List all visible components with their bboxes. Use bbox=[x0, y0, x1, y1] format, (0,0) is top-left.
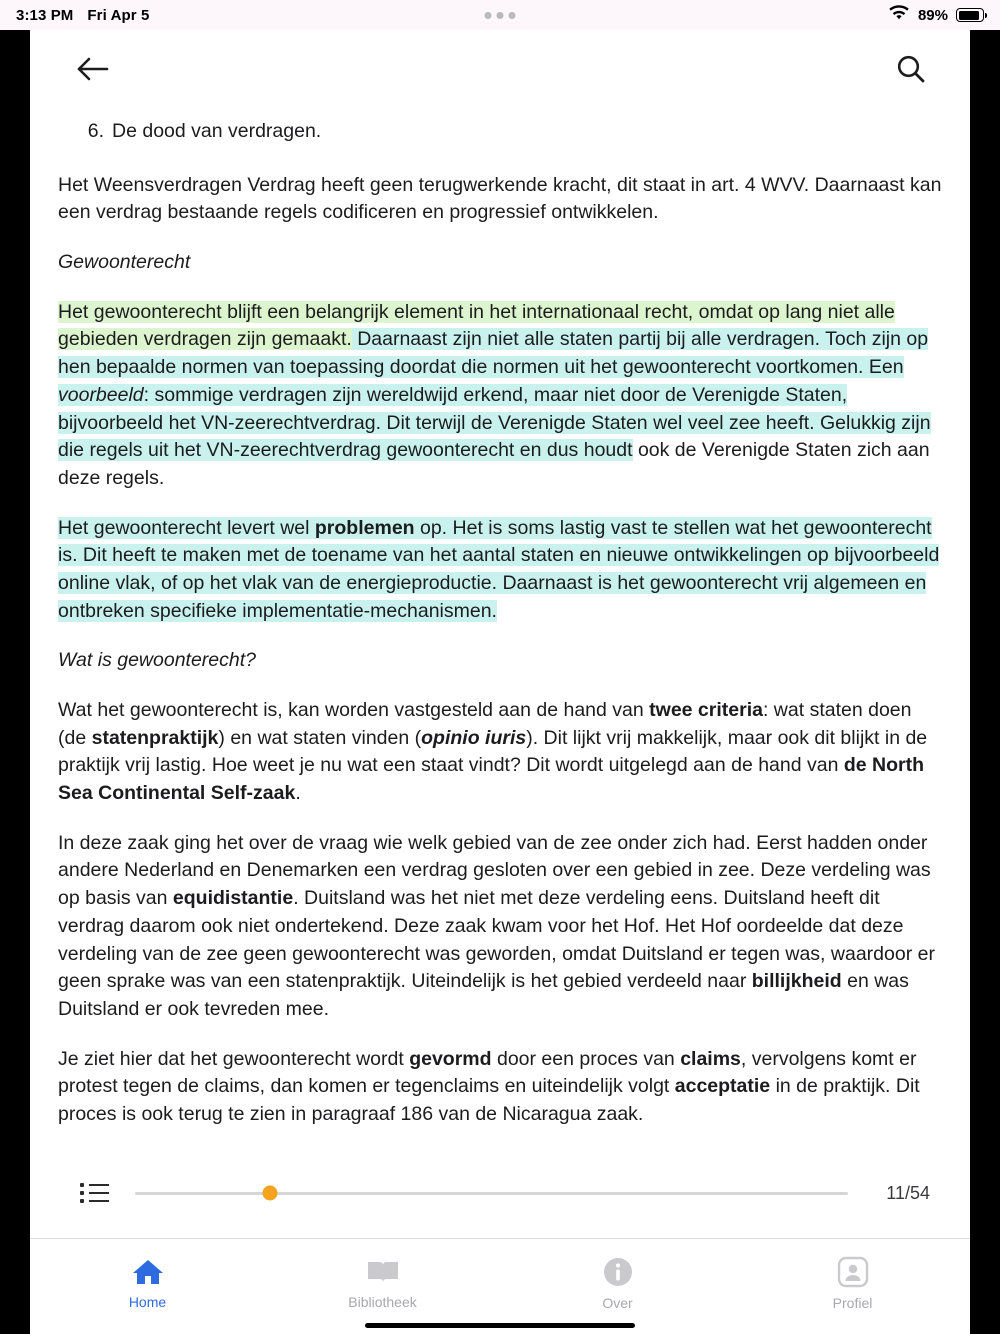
bold-acceptatie: acceptatie bbox=[674, 1075, 771, 1098]
tab-bibliotheek[interactable] bbox=[323, 1257, 443, 1310]
home-icon bbox=[131, 1257, 165, 1287]
search-icon[interactable] bbox=[888, 46, 934, 92]
reading-progress-slider[interactable] bbox=[135, 1192, 848, 1195]
zaak-text-b: . Duitsland was het niet met deze verdeling eens. Duitsland heeft dit verdrag daarom ook niet ondertekend. Deze zaak kwam voor het Hof. Het Hof oordeelde dat deze verdeling van de zee geen gewoonterecht was geworden, omdat Duitsland er tegen was, waardoor er geen sprake was van een statenpraktijk. Uiteindelijk is het gebied verdeeld naar bbox=[58, 887, 935, 993]
bold-problemen: problemen bbox=[314, 516, 415, 539]
proces-text-b: door een proces van bbox=[491, 1047, 681, 1070]
status-bar bbox=[0, 0, 1000, 30]
table-of-contents-icon[interactable] bbox=[80, 1183, 109, 1203]
list-item-label: De dood van verdragen. bbox=[112, 120, 322, 142]
page-indicator: 11/54 bbox=[886, 1182, 930, 1203]
bold-north-sea-zaak: de North Sea Continental Self-zaak bbox=[58, 754, 925, 805]
criteria-text-e: . bbox=[295, 782, 301, 805]
bottom-tab-bar bbox=[30, 1238, 970, 1334]
status-dots-icon bbox=[485, 12, 516, 19]
paragraph-proces bbox=[58, 1046, 942, 1129]
numbered-list bbox=[58, 118, 942, 146]
paragraph-intro: Het Weensverdragen Verdrag heeft geen terugwerkende kracht, dit staat in art. 4 WVV. Daarnaast kan een verdrag bestaande regels codificeren en progressief ontwikkelen. bbox=[58, 173, 942, 224]
tab-over[interactable] bbox=[558, 1256, 678, 1311]
bold-gevormd: gevormd bbox=[409, 1047, 492, 1070]
emphasis-voorbeeld: voorbeeld bbox=[58, 383, 144, 406]
person-icon bbox=[837, 1256, 869, 1288]
bold-statenpraktijk: statenpraktijk bbox=[91, 726, 219, 749]
criteria-text-d: ). Dit lijkt vrij makkelijk, maar ook dit blijkt in de praktijk vrij lastig. Hoe weet je nu wat een staat vindt? Dit wordt uitgelegd aan de hand van bbox=[58, 726, 928, 777]
criteria-text-b: : wat staten doen (de bbox=[58, 699, 912, 749]
proces-text-c: , vervolgens komt er protest tegen de claims, dan komen er tegenclaims en uiteindelijk volgt bbox=[58, 1047, 917, 1098]
tab-over-label: Over bbox=[602, 1295, 633, 1311]
reader-sheet bbox=[30, 30, 970, 1334]
paragraph-zaak bbox=[58, 830, 942, 1024]
bold-claims: claims bbox=[680, 1047, 741, 1070]
reader-content bbox=[30, 108, 970, 1158]
page-stage bbox=[0, 30, 1000, 1334]
highlight-cyan-2b: op. Het is soms lastig vast te stellen wat het gewoonterecht is. Dit heeft te maken met de toename van het aantal staten en nieuwe ontwikkelingen op bijvoorbeeld online vlak, of op het vlak van de energieproductie. Daarnaast is het gewoonterecht vrij algemeen en ontbreken specifieke implementatie-mechanismen. bbox=[58, 516, 940, 622]
tab-profiel[interactable] bbox=[793, 1256, 913, 1311]
back-arrow-icon[interactable] bbox=[70, 46, 116, 92]
highlight-cyan-1a: Daarnaast zijn niet alle staten partij bij alle verdragen. Toch zijn op hen bepaalde normen van toepassing doordat die normen uit het gewoonterecht voortkomen. Een bbox=[58, 328, 929, 379]
home-indicator[interactable] bbox=[365, 1323, 635, 1328]
bold-billijkheid: billijkheid bbox=[751, 970, 842, 993]
progress-slider-knob[interactable] bbox=[263, 1186, 278, 1201]
status-left bbox=[16, 7, 149, 24]
zaak-text-c: en was Duitsland er ook tevreden mee. bbox=[58, 970, 909, 1020]
tab-home[interactable] bbox=[88, 1257, 208, 1310]
criteria-text-a: Wat het gewoonterecht is, kan worden vastgesteld aan de hand van bbox=[58, 699, 650, 721]
bold-twee-criteria: twee criteria bbox=[649, 699, 763, 721]
highlight-green-1: Het gewoonterecht blijft een belangrijk element in het internationaal recht, omdat op lang niet alle gebieden verdragen zijn gemaakt. bbox=[58, 300, 895, 351]
list-item bbox=[87, 118, 942, 146]
paragraph-criteria bbox=[58, 697, 942, 808]
reader-toolbar bbox=[30, 30, 970, 108]
tab-profiel-label: Profiel bbox=[832, 1295, 873, 1311]
battery-icon bbox=[956, 8, 984, 22]
list-item-number: 6. bbox=[87, 120, 104, 142]
battery-percent: 89% bbox=[917, 6, 948, 24]
bold-equidistantie: equidistantie bbox=[172, 887, 294, 910]
highlight-cyan-2a: Het gewoonterecht levert wel bbox=[58, 516, 315, 539]
book-icon bbox=[366, 1257, 400, 1287]
tab-home-label: Home bbox=[128, 1294, 167, 1310]
proces-text-a: Je ziet hier dat het gewoonterecht wordt bbox=[58, 1047, 410, 1070]
status-right bbox=[888, 5, 984, 25]
paragraph-gewoonterecht-2 bbox=[58, 515, 942, 626]
paragraph-gewoonterecht-1 bbox=[58, 299, 942, 493]
heading-gewoonterecht: Gewoonterecht bbox=[58, 251, 191, 274]
proces-text-d: in de praktijk. Dit proces is ook terug te zien in paragraaf 186 van de Nicaragua zaak. bbox=[58, 1075, 920, 1125]
criteria-text-c: ) en wat staten vinden ( bbox=[218, 726, 422, 749]
tab-bibliotheek-label: Bibliotheek bbox=[348, 1294, 417, 1310]
status-date: Fri Apr 5 bbox=[87, 6, 150, 24]
bold-italic-opinio-iuris: opinio iuris bbox=[421, 726, 527, 749]
zaak-text-a: In deze zaak ging het over de vraag wie welk gebied van de zee onder zich had. Eerst hadden onder andere Nederland en Denemarken een verdrag gesloten over een gebied in zee. Deze verdeling was op basis van bbox=[58, 831, 931, 910]
paragraph-1-tail: ook de Verenigde Staten zich aan deze regels. bbox=[58, 439, 930, 489]
heading-wat-is-gewoonterecht: Wat is gewoonterecht? bbox=[58, 649, 256, 672]
info-icon bbox=[602, 1256, 634, 1288]
status-time: 3:13 PM bbox=[16, 6, 74, 24]
highlight-cyan-1b: : sommige verdragen zijn wereldwijd erkend, maar niet door de Verenigde Staten, bijvoorbeeld het VN-zeerechtverdrag. Dit terwijl de Verenigde Staten wel veel zee heeft. Gelukkig zijn die regels uit het VN-zeerechtverdrag gewoonterecht en dus houdt bbox=[58, 383, 931, 462]
progress-bar-row bbox=[30, 1158, 970, 1238]
wifi-icon bbox=[888, 5, 910, 25]
